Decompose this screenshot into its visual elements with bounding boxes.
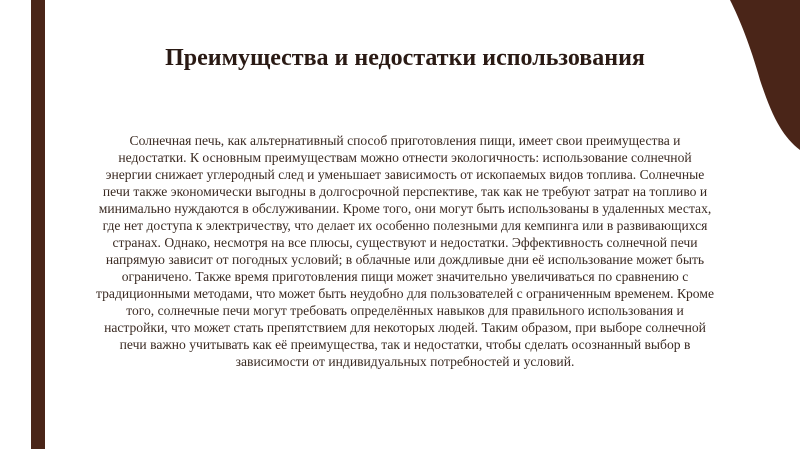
decorative-left-bar bbox=[31, 0, 45, 449]
slide-body-text: Солнечная печь, как альтернативный способ приготовления пищи, имеет свои преимущества и недостатки. К основным преимуществам можно отнести экологичность: использование солнечной энергии снижает углеродный след и уменьшает зависимость от ископаемых видов топлива. Солнечные печи также экономически выгодны в долгосрочной перспективе, так как не требуют затрат на топливо и минимально нуждаются в обслуживании. Кроме того, они могут быть использованы в удаленных местах, где нет доступа к электричеству, что делает их особенно полезными для кемпинга или в развивающихся странах. Однако, несмотря на все плюсы, существуют и недостатки. Эффективность солнечной печи напрямую зависит от погодных условий; в облачные или дождливые дни её использование может быть ограничено. Также время приготовления пищи может значительно увеличиваться по сравнению с традиционными методами, что может быть неудобно для пользователей с ограниченным временем. Кроме того, солнечные печи могут требовать определённых навыков для правильного использования и настройки, что может стать препятствием для некоторых людей. Таким образом, при выборе солнечной печи важно учитывать как её преимущества, так и недостатки, чтобы сделать осознанный выбор в зависимости от индивидуальных потребностей и условий. bbox=[96, 133, 714, 369]
decorative-corner-shape bbox=[730, 0, 800, 150]
slide-title: Преимущества и недостатки использования bbox=[165, 45, 645, 71]
